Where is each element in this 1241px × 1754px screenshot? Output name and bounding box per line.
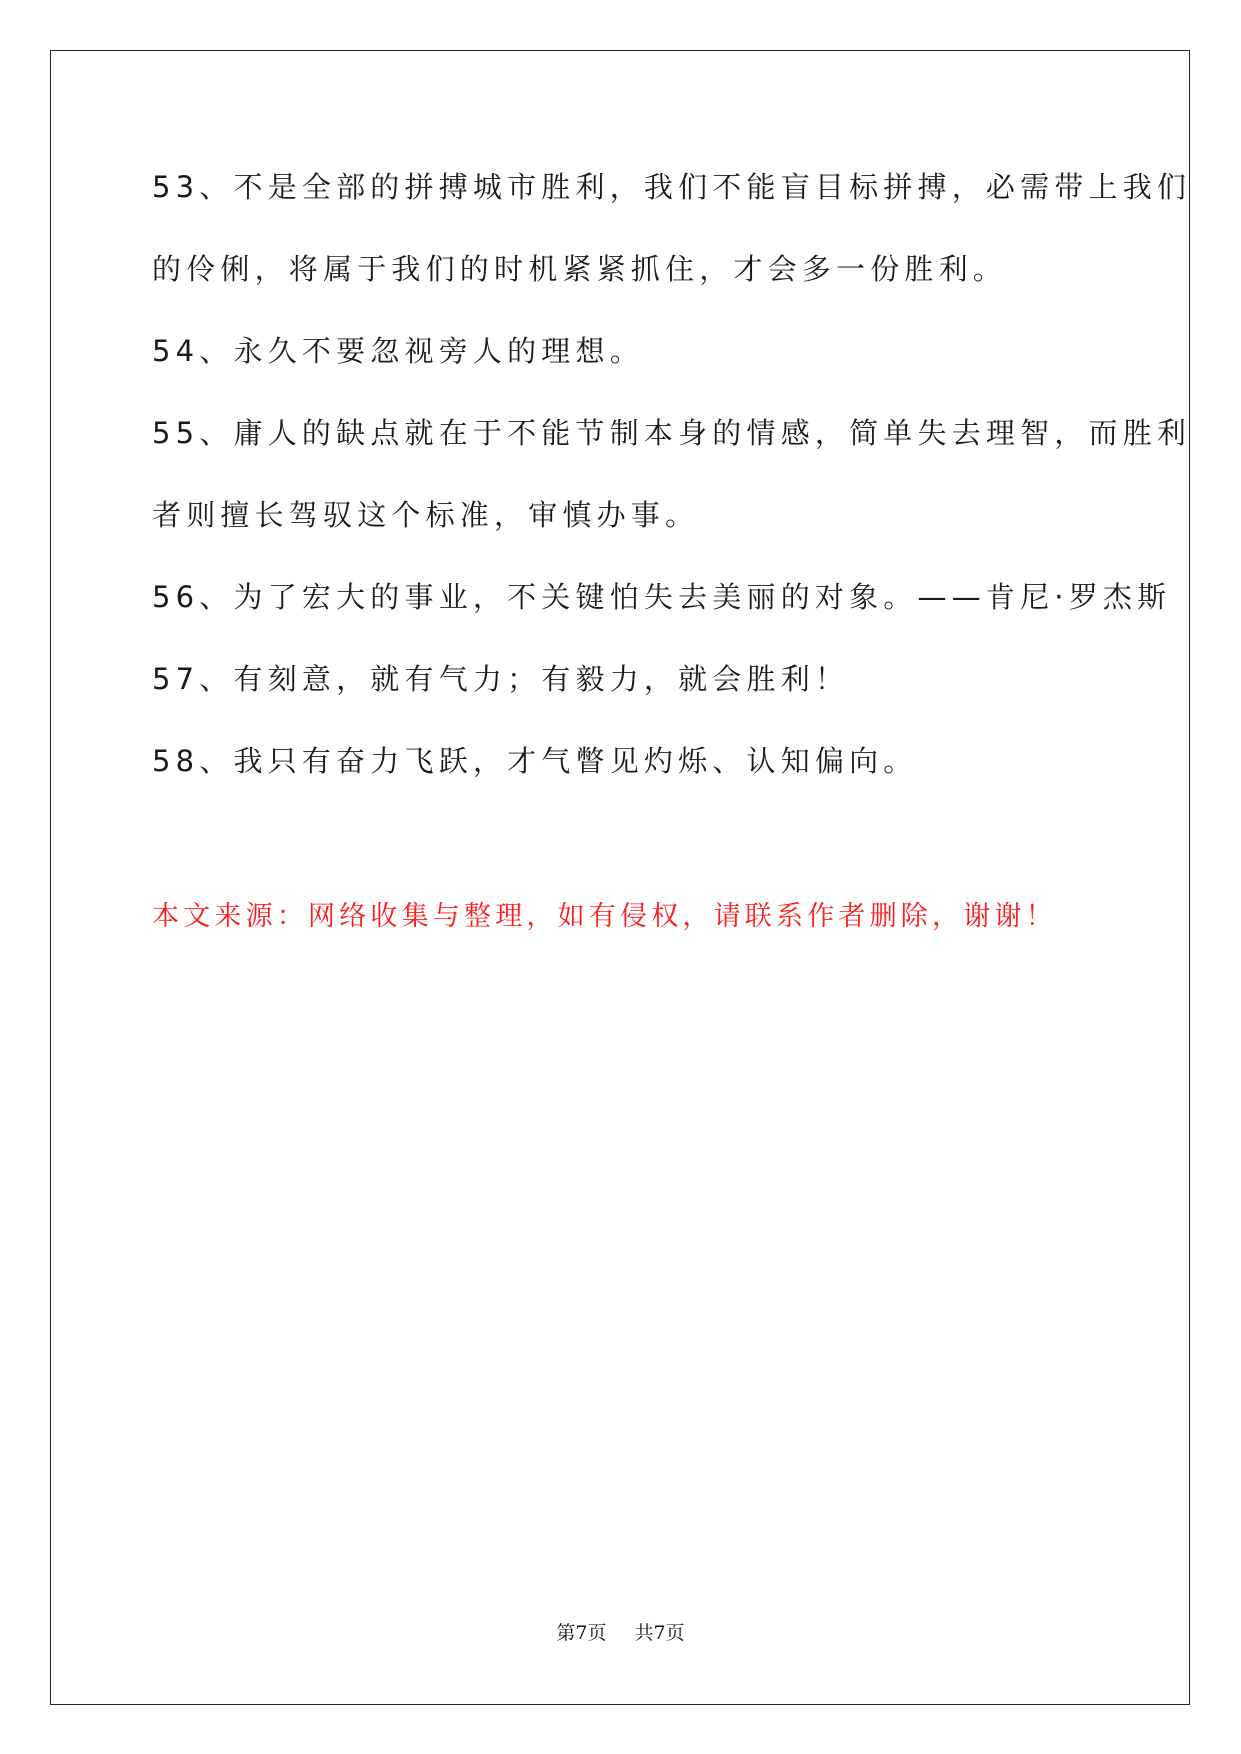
paragraph-line: 56、为了宏大的事业，不关键怕失去美丽的对象。——肯尼·罗杰斯	[152, 580, 1172, 614]
paragraph-line: 53、不是全部的拼搏城市胜利，我们不能盲目标拼搏，必需带上我们	[152, 170, 1192, 204]
paragraph-line: 55、庸人的缺点就在于不能节制本身的情感，简单失去理智，而胜利	[152, 416, 1192, 450]
paragraph-line: 者则擅长驾驭这个标准，审慎办事。	[152, 498, 700, 532]
page-footer	[0, 1618, 1241, 1645]
paragraph-line: 58、我只有奋力飞跃，才气瞥见灼烁、认知偏向。	[152, 744, 918, 778]
document-body	[152, 168, 1192, 780]
copyright-notice: 本文来源：网络收集与整理，如有侵权，请联系作者删除，谢谢！	[152, 901, 1057, 932]
paragraph-line: 57、有刻意，就有气力；有毅力，就会胜利！	[152, 662, 850, 696]
page-total: 共7页	[634, 1622, 685, 1644]
paragraph-line: 54、永久不要忽视旁人的理想。	[152, 334, 644, 368]
paragraph-line: 的伶俐，将属于我们的时机紧紧抓住，才会多一份胜利。	[152, 252, 1008, 286]
page-number: 第7页	[556, 1622, 607, 1644]
